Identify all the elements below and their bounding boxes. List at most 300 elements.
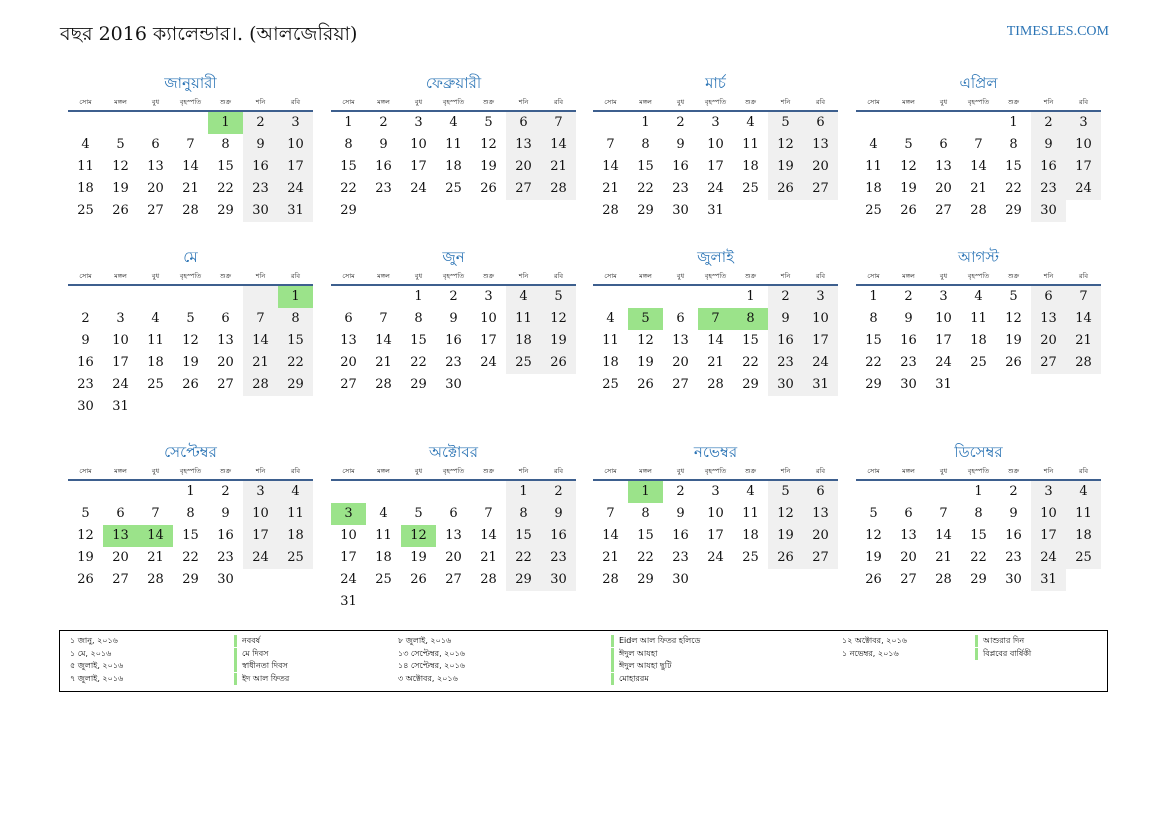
day-cell[interactable]: 30 [672,572,689,587]
day-cell[interactable]: 5 [484,115,493,130]
day-cell[interactable]: 28 [243,374,278,396]
day-cell[interactable]: 1 [506,481,541,503]
day-cell[interactable]: 4 [606,311,615,326]
day-cell[interactable]: 27 [672,377,689,392]
day-cell[interactable]: 14 [541,134,576,156]
day-cell[interactable]: 2 [81,311,90,326]
day-cell[interactable]: 7 [606,506,615,521]
day-cell[interactable]: 1 [186,484,195,499]
day-cell[interactable]: 10 [278,134,313,156]
day-cell[interactable]: 10 [935,311,952,326]
day-cell[interactable]: 11 [445,137,462,152]
day-cell[interactable]: 6 [904,506,913,521]
day-cell[interactable]: 10 [340,528,357,543]
day-cell[interactable]: 13 [900,528,917,543]
day-cell[interactable]: 1 [869,289,878,304]
day-cell[interactable]: 28 [147,572,164,587]
day-cell[interactable]: 8 [869,311,878,326]
day-cell[interactable]: 30 [77,399,94,414]
day-cell[interactable]: 24 [340,572,357,587]
day-cell[interactable]: 12 [480,137,497,152]
day-cell[interactable]: 18 [445,159,462,174]
day-cell[interactable]: 25 [1066,547,1101,569]
day-cell[interactable]: 9 [1009,506,1018,521]
day-cell[interactable]: 29 [637,203,654,218]
day-cell[interactable]: 27 [900,572,917,587]
day-cell[interactable]: 9 [243,134,278,156]
day-cell[interactable]: 31 [935,377,952,392]
day-cell[interactable]: 29 [182,572,199,587]
day-cell[interactable]: 17 [935,333,952,348]
day-cell[interactable]: 29 [970,572,987,587]
day-cell[interactable]: 10 [243,503,278,525]
day-cell[interactable]: 28 [375,377,392,392]
day-cell[interactable]: 14 [935,528,952,543]
day-cell[interactable]: 20 [217,355,234,370]
day-cell[interactable]: 14 [707,333,724,348]
day-cell[interactable]: 1 [1009,115,1018,130]
day-cell[interactable]: 22 [410,355,427,370]
day-cell[interactable]: 15 [340,159,357,174]
day-cell[interactable]: 21 [935,550,952,565]
day-cell[interactable]: 29 [340,203,357,218]
day-cell[interactable]: 14 [480,528,497,543]
day-cell[interactable]: 31 [278,200,313,222]
day-cell[interactable]: 15 [637,159,654,174]
day-cell[interactable]: 2 [676,484,685,499]
day-cell[interactable]: 4 [379,506,388,521]
day-cell[interactable]: 5 [186,311,195,326]
day-cell[interactable]: 24 [1066,178,1101,200]
day-cell[interactable]: 7 [541,112,576,134]
day-cell[interactable]: 12 [865,528,882,543]
day-cell[interactable]: 2 [449,289,458,304]
day-cell[interactable]: 16 [900,333,917,348]
day-cell[interactable]: 23 [1031,178,1066,200]
day-cell[interactable]: 12 [768,134,803,156]
day-cell[interactable]: 23 [672,550,689,565]
day-cell[interactable]: 7 [939,506,948,521]
day-cell[interactable]: 12 [77,528,94,543]
day-cell[interactable]: 6 [506,112,541,134]
day-cell[interactable]: 22 [865,355,882,370]
day-cell[interactable]: 20 [445,550,462,565]
day-cell[interactable]: 9 [221,506,230,521]
holiday-cell[interactable]: 1 [628,481,663,503]
day-cell[interactable]: 26 [768,178,803,200]
day-cell[interactable]: 24 [803,352,838,374]
day-cell[interactable]: 1 [974,484,983,499]
day-cell[interactable]: 20 [935,181,952,196]
day-cell[interactable]: 20 [1031,330,1066,352]
day-cell[interactable]: 25 [506,352,541,374]
day-cell[interactable]: 27 [1031,352,1066,374]
day-cell[interactable]: 16 [445,333,462,348]
day-cell[interactable]: 15 [278,330,313,352]
day-cell[interactable]: 19 [410,550,427,565]
day-cell[interactable]: 28 [935,572,952,587]
day-cell[interactable]: 23 [77,377,94,392]
day-cell[interactable]: 3 [803,286,838,308]
holiday-cell[interactable]: 5 [628,308,663,330]
day-cell[interactable]: 26 [768,547,803,569]
day-cell[interactable]: 8 [344,137,353,152]
day-cell[interactable]: 26 [865,572,882,587]
day-cell[interactable]: 13 [803,503,838,525]
day-cell[interactable]: 20 [147,181,164,196]
day-cell[interactable]: 16 [541,525,576,547]
day-cell[interactable]: 27 [506,178,541,200]
day-cell[interactable]: 15 [865,333,882,348]
day-cell[interactable]: 22 [217,181,234,196]
day-cell[interactable]: 23 [243,178,278,200]
day-cell[interactable]: 28 [602,572,619,587]
day-cell[interactable]: 2 [1009,484,1018,499]
day-cell[interactable]: 19 [900,181,917,196]
day-cell[interactable]: 1 [641,115,650,130]
day-cell[interactable]: 6 [116,506,125,521]
day-cell[interactable]: 8 [974,506,983,521]
day-cell[interactable]: 3 [243,481,278,503]
day-cell[interactable]: 8 [186,506,195,521]
day-cell[interactable]: 14 [602,528,619,543]
day-cell[interactable]: 12 [900,159,917,174]
day-cell[interactable]: 5 [81,506,90,521]
day-cell[interactable]: 5 [768,481,803,503]
day-cell[interactable]: 23 [672,181,689,196]
day-cell[interactable]: 25 [77,203,94,218]
day-cell[interactable]: 29 [217,203,234,218]
day-cell[interactable]: 7 [379,311,388,326]
day-cell[interactable]: 20 [672,355,689,370]
day-cell[interactable]: 19 [77,550,94,565]
day-cell[interactable]: 27 [217,377,234,392]
day-cell[interactable]: 4 [278,481,313,503]
day-cell[interactable]: 22 [637,181,654,196]
day-cell[interactable]: 27 [803,178,838,200]
day-cell[interactable]: 11 [602,333,619,348]
day-cell[interactable]: 8 [278,308,313,330]
day-cell[interactable]: 21 [375,355,392,370]
day-cell[interactable]: 15 [637,528,654,543]
day-cell[interactable]: 1 [414,289,423,304]
day-cell[interactable]: 29 [742,377,759,392]
day-cell[interactable]: 16 [1031,156,1066,178]
day-cell[interactable]: 21 [480,550,497,565]
day-cell[interactable]: 25 [375,572,392,587]
day-cell[interactable]: 26 [637,377,654,392]
day-cell[interactable]: 30 [768,374,803,396]
holiday-cell[interactable]: 8 [733,308,768,330]
day-cell[interactable]: 19 [112,181,129,196]
day-cell[interactable]: 10 [707,137,724,152]
day-cell[interactable]: 1 [344,115,353,130]
day-cell[interactable]: 20 [803,156,838,178]
day-cell[interactable]: 31 [707,203,724,218]
day-cell[interactable]: 2 [904,289,913,304]
day-cell[interactable]: 22 [506,547,541,569]
day-cell[interactable]: 16 [217,528,234,543]
day-cell[interactable]: 24 [1031,547,1066,569]
day-cell[interactable]: 24 [112,377,129,392]
day-cell[interactable]: 16 [77,355,94,370]
day-cell[interactable]: 28 [182,203,199,218]
day-cell[interactable]: 11 [742,506,759,521]
day-cell[interactable]: 27 [112,572,129,587]
day-cell[interactable]: 1 [746,289,755,304]
day-cell[interactable]: 9 [676,506,685,521]
day-cell[interactable]: 31 [112,399,129,414]
day-cell[interactable]: 30 [541,569,576,591]
day-cell[interactable]: 4 [506,286,541,308]
day-cell[interactable]: 30 [1031,200,1066,222]
day-cell[interactable]: 6 [221,311,230,326]
day-cell[interactable]: 23 [375,181,392,196]
day-cell[interactable]: 18 [506,330,541,352]
day-cell[interactable]: 2 [768,286,803,308]
day-cell[interactable]: 12 [637,333,654,348]
day-cell[interactable]: 7 [151,506,160,521]
day-cell[interactable]: 24 [707,181,724,196]
day-cell[interactable]: 25 [742,181,759,196]
site-link[interactable]: TIMESLES.COM [1006,24,1109,39]
day-cell[interactable]: 20 [506,156,541,178]
day-cell[interactable]: 15 [182,528,199,543]
day-cell[interactable]: 14 [1066,308,1101,330]
day-cell[interactable]: 19 [768,525,803,547]
day-cell[interactable]: 24 [410,181,427,196]
day-cell[interactable]: 7 [606,137,615,152]
day-cell[interactable]: 4 [974,289,983,304]
day-cell[interactable]: 18 [77,181,94,196]
day-cell[interactable]: 11 [506,308,541,330]
day-cell[interactable]: 13 [1031,308,1066,330]
day-cell[interactable]: 21 [970,181,987,196]
day-cell[interactable]: 9 [449,311,458,326]
day-cell[interactable]: 18 [865,181,882,196]
day-cell[interactable]: 21 [602,181,619,196]
day-cell[interactable]: 15 [1005,159,1022,174]
day-cell[interactable]: 17 [410,159,427,174]
day-cell[interactable]: 24 [935,355,952,370]
day-cell[interactable]: 3 [1031,481,1066,503]
day-cell[interactable]: 8 [506,503,541,525]
day-cell[interactable]: 27 [803,547,838,569]
day-cell[interactable]: 9 [379,137,388,152]
day-cell[interactable]: 14 [243,330,278,352]
day-cell[interactable]: 26 [541,352,576,374]
day-cell[interactable]: 4 [151,311,160,326]
day-cell[interactable]: 13 [445,528,462,543]
day-cell[interactable]: 28 [707,377,724,392]
day-cell[interactable]: 8 [414,311,423,326]
day-cell[interactable]: 20 [112,550,129,565]
day-cell[interactable]: 18 [602,355,619,370]
day-cell[interactable]: 14 [375,333,392,348]
day-cell[interactable]: 9 [1031,134,1066,156]
day-cell[interactable]: 9 [768,308,803,330]
day-cell[interactable]: 25 [147,377,164,392]
day-cell[interactable]: 20 [340,355,357,370]
day-cell[interactable]: 19 [182,355,199,370]
day-cell[interactable]: 20 [900,550,917,565]
day-cell[interactable]: 5 [869,506,878,521]
day-cell[interactable]: 2 [221,484,230,499]
day-cell[interactable]: 22 [970,550,987,565]
day-cell[interactable]: 28 [1066,352,1101,374]
day-cell[interactable]: 27 [340,377,357,392]
day-cell[interactable]: 25 [970,355,987,370]
day-cell[interactable]: 23 [217,550,234,565]
day-cell[interactable]: 17 [278,156,313,178]
day-cell[interactable]: 12 [768,503,803,525]
day-cell[interactable]: 6 [1031,286,1066,308]
day-cell[interactable]: 13 [147,159,164,174]
day-cell[interactable]: 15 [217,159,234,174]
day-cell[interactable]: 25 [602,377,619,392]
day-cell[interactable]: 3 [711,484,720,499]
day-cell[interactable]: 11 [147,333,164,348]
day-cell[interactable]: 23 [541,547,576,569]
day-cell[interactable]: 23 [445,355,462,370]
day-cell[interactable]: 30 [217,572,234,587]
day-cell[interactable]: 4 [869,137,878,152]
day-cell[interactable]: 3 [116,311,125,326]
day-cell[interactable]: 8 [641,137,650,152]
day-cell[interactable]: 16 [375,159,392,174]
day-cell[interactable]: 6 [151,137,160,152]
day-cell[interactable]: 2 [1031,112,1066,134]
day-cell[interactable]: 11 [742,137,759,152]
day-cell[interactable]: 12 [182,333,199,348]
day-cell[interactable]: 12 [541,308,576,330]
day-cell[interactable]: 17 [707,159,724,174]
day-cell[interactable]: 29 [865,377,882,392]
day-cell[interactable]: 13 [217,333,234,348]
day-cell[interactable]: 6 [676,311,685,326]
day-cell[interactable]: 10 [803,308,838,330]
day-cell[interactable]: 29 [410,377,427,392]
day-cell[interactable]: 22 [637,550,654,565]
day-cell[interactable]: 7 [243,308,278,330]
day-cell[interactable]: 11 [865,159,882,174]
day-cell[interactable]: 3 [414,115,423,130]
day-cell[interactable]: 13 [935,159,952,174]
day-cell[interactable]: 13 [506,134,541,156]
day-cell[interactable]: 4 [746,115,755,130]
day-cell[interactable]: 24 [278,178,313,200]
day-cell[interactable]: 30 [672,203,689,218]
day-cell[interactable]: 14 [602,159,619,174]
day-cell[interactable]: 29 [278,374,313,396]
holiday-cell[interactable]: 7 [698,308,733,330]
day-cell[interactable]: 10 [1066,134,1101,156]
day-cell[interactable]: 10 [480,311,497,326]
day-cell[interactable]: 16 [243,156,278,178]
day-cell[interactable]: 22 [742,355,759,370]
day-cell[interactable]: 6 [344,311,353,326]
day-cell[interactable]: 10 [1031,503,1066,525]
day-cell[interactable]: 23 [900,355,917,370]
day-cell[interactable]: 5 [414,506,423,521]
day-cell[interactable]: 7 [974,137,983,152]
day-cell[interactable]: 9 [541,503,576,525]
day-cell[interactable]: 5 [1009,289,1018,304]
day-cell[interactable]: 28 [480,572,497,587]
day-cell[interactable]: 18 [147,355,164,370]
day-cell[interactable]: 12 [112,159,129,174]
day-cell[interactable]: 11 [375,528,392,543]
day-cell[interactable]: 18 [375,550,392,565]
day-cell[interactable]: 26 [480,181,497,196]
day-cell[interactable]: 9 [676,137,685,152]
day-cell[interactable]: 14 [970,159,987,174]
day-cell[interactable]: 26 [112,203,129,218]
day-cell[interactable]: 7 [1066,286,1101,308]
day-cell[interactable]: 13 [340,333,357,348]
day-cell[interactable]: 22 [340,181,357,196]
day-cell[interactable]: 11 [278,503,313,525]
day-cell[interactable]: 25 [445,181,462,196]
day-cell[interactable]: 2 [243,112,278,134]
day-cell[interactable]: 19 [541,330,576,352]
day-cell[interactable]: 27 [445,572,462,587]
day-cell[interactable]: 25 [865,203,882,218]
day-cell[interactable]: 9 [81,333,90,348]
day-cell[interactable]: 26 [1005,355,1022,370]
day-cell[interactable]: 22 [278,352,313,374]
day-cell[interactable]: 26 [77,572,94,587]
day-cell[interactable]: 24 [243,547,278,569]
day-cell[interactable]: 26 [182,377,199,392]
day-cell[interactable]: 5 [904,137,913,152]
day-cell[interactable]: 22 [1005,181,1022,196]
day-cell[interactable]: 16 [1005,528,1022,543]
day-cell[interactable]: 9 [904,311,913,326]
holiday-cell[interactable]: 1 [208,112,243,134]
day-cell[interactable]: 25 [742,550,759,565]
day-cell[interactable]: 26 [410,572,427,587]
day-cell[interactable]: 29 [1005,203,1022,218]
day-cell[interactable]: 22 [182,550,199,565]
day-cell[interactable]: 3 [1066,112,1101,134]
day-cell[interactable]: 30 [1005,572,1022,587]
holiday-cell[interactable]: 3 [331,503,366,525]
day-cell[interactable]: 19 [865,550,882,565]
day-cell[interactable]: 13 [803,134,838,156]
day-cell[interactable]: 25 [278,547,313,569]
day-cell[interactable]: 14 [182,159,199,174]
day-cell[interactable]: 2 [379,115,388,130]
day-cell[interactable]: 23 [1005,550,1022,565]
day-cell[interactable]: 4 [746,484,755,499]
day-cell[interactable]: 11 [970,311,987,326]
day-cell[interactable]: 3 [484,289,493,304]
day-cell[interactable]: 27 [935,203,952,218]
day-cell[interactable]: 18 [742,159,759,174]
day-cell[interactable]: 18 [278,525,313,547]
day-cell[interactable]: 16 [672,528,689,543]
day-cell[interactable]: 17 [707,528,724,543]
day-cell[interactable]: 28 [541,178,576,200]
day-cell[interactable]: 17 [243,525,278,547]
day-cell[interactable]: 30 [900,377,917,392]
day-cell[interactable]: 10 [410,137,427,152]
day-cell[interactable]: 10 [707,506,724,521]
day-cell[interactable]: 16 [768,330,803,352]
day-cell[interactable]: 15 [970,528,987,543]
holiday-cell[interactable]: 12 [401,525,436,547]
